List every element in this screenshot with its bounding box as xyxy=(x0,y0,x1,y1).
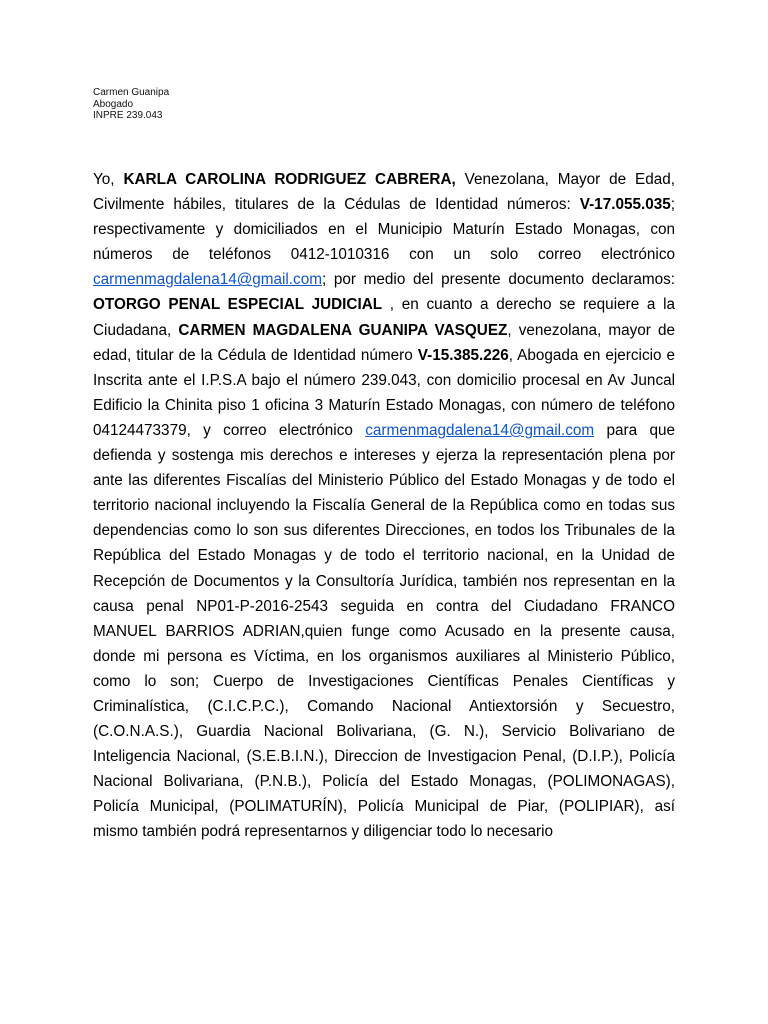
email-link[interactable]: carmenmagdalena14@gmail.com xyxy=(365,421,595,439)
body-line xyxy=(93,569,675,594)
body-line xyxy=(93,192,675,217)
body-line xyxy=(93,819,675,844)
body-text: dependencias como lo son sus diferentes Direcciones, en todos los Tribunales de la xyxy=(93,522,675,540)
body-text: números de teléfonos 0412-1010316 con un solo correo electrónico xyxy=(93,246,675,264)
body-line xyxy=(93,217,675,242)
body-text: ; por medio del presente documento declaramos: xyxy=(321,271,675,289)
body-line xyxy=(93,594,675,619)
body-line xyxy=(93,343,675,368)
body-text: Yo, xyxy=(93,171,124,188)
body-text: Inteligencia Nacional, (S.E.B.I.N.), Direccion de Investigacion Penal, (D.I.P.), Policía xyxy=(93,748,675,766)
body-line xyxy=(93,518,675,543)
body-text: ante las diferentes Fiscalías del Ministerio Público del Estado Monagas y de todo el xyxy=(93,472,675,490)
bold-text: KARLA CAROLINA RODRIGUEZ CABRERA, xyxy=(123,171,456,188)
body-text: causa penal NP01-P-2016-2543 seguida en contra del Ciudadano FRANCO xyxy=(93,597,675,615)
body-text: territorio nacional incluyendo la Fiscalía General de la República como en todas sus xyxy=(93,497,675,515)
body-text: mismo también podrá representarnos y diligenciar todo lo necesario xyxy=(93,823,553,841)
body-line xyxy=(93,267,675,292)
body-line xyxy=(93,318,675,343)
body-text: Edificio la Chinita piso 1 oficina 3 Maturín Estado Monagas, con número de teléfono xyxy=(93,396,675,414)
body-line xyxy=(93,418,675,443)
body-text: Policía Municipal, (POLIMATURÍN), Policía Municipal de Piar, (POLIPIAR), así xyxy=(93,798,675,816)
email-link[interactable]: carmenmagdalena14@gmail.com xyxy=(93,271,322,289)
body-text: Ciudadana, xyxy=(93,321,179,339)
author-inpre: INPRE 239.043 xyxy=(93,110,163,121)
body-text: 04124473379, y correo electrónico xyxy=(93,421,366,439)
bold-text: V-17.055.035 xyxy=(579,196,671,214)
document-body xyxy=(93,167,675,845)
author-title: Abogado xyxy=(93,98,134,110)
body-line xyxy=(93,242,675,267)
body-line xyxy=(93,694,675,719)
body-line xyxy=(93,769,675,794)
body-line xyxy=(93,669,675,694)
body-text: Venezolana, Mayor de Edad, xyxy=(455,171,676,188)
body-text: donde mi persona es Víctima, en los organismos auxiliares al Ministerio Público, xyxy=(93,647,675,665)
body-line xyxy=(93,719,675,744)
body-text: República del Estado Monagas y de todo el territorio nacional, en la Unidad de xyxy=(93,547,675,565)
body-text: edad, titular de la Cédula de Identidad número xyxy=(93,346,418,364)
bold-text: CARMEN MAGDALENA GUANIPA VASQUEZ xyxy=(178,321,508,339)
bold-text: V-15.385.226 xyxy=(417,346,509,364)
letterhead xyxy=(93,87,169,122)
body-text: defienda y sostenga mis derechos e intereses y ejerza la representación plena por xyxy=(93,447,675,465)
body-line xyxy=(93,468,675,493)
body-line xyxy=(93,543,675,568)
body-line xyxy=(93,744,675,769)
body-text: Civilmente hábiles, titulares de la Cédulas de Identidad números: xyxy=(93,196,580,214)
body-text: MANUEL BARRIOS ADRIAN,quien funge como Acusado en la presente causa, xyxy=(93,622,675,640)
body-text: para que xyxy=(594,421,675,439)
body-line xyxy=(93,794,675,819)
body-text: Nacional Bolivariana, (P.N.B.), Policía del Estado Monagas, (POLIMONAGAS), xyxy=(93,773,675,791)
body-line xyxy=(93,493,675,518)
body-text: Inscrita ante el I.P.S.A bajo el número 239.043, con domicilio procesal en Av Juncal xyxy=(93,371,675,389)
body-text: , venezolana, mayor de xyxy=(507,321,675,339)
body-line xyxy=(93,368,675,393)
body-text: respectivamente y domiciliados en el Municipio Maturín Estado Monagas, con xyxy=(93,221,675,239)
body-line xyxy=(93,644,675,669)
body-text: (C.O.N.A.S.), Guardia Nacional Bolivariana, (G. N.), Servicio Bolivariano de xyxy=(93,723,675,741)
body-line xyxy=(93,167,675,192)
body-text: como lo son; Cuerpo de Investigaciones Científicas Penales Científicas y xyxy=(93,672,675,690)
body-text: , Abogada en ejercicio e xyxy=(508,346,675,364)
body-text: Recepción de Documentos y la Consultoría Jurídica, también nos representan en la xyxy=(93,572,675,590)
body-line xyxy=(93,443,675,468)
body-line xyxy=(93,292,675,317)
body-text: Criminalística, (C.I.C.P.C.), Comando Nacional Antiextorsión y Secuestro, xyxy=(93,697,675,715)
body-line xyxy=(93,393,675,418)
author-name: Carmen Guanipa xyxy=(93,87,170,98)
body-line xyxy=(93,619,675,644)
body-text: ; xyxy=(670,196,675,214)
bold-text: OTORGO PENAL ESPECIAL JUDICIAL xyxy=(93,296,383,314)
body-text: , en cuanto a derecho se requiere a la xyxy=(382,296,675,314)
